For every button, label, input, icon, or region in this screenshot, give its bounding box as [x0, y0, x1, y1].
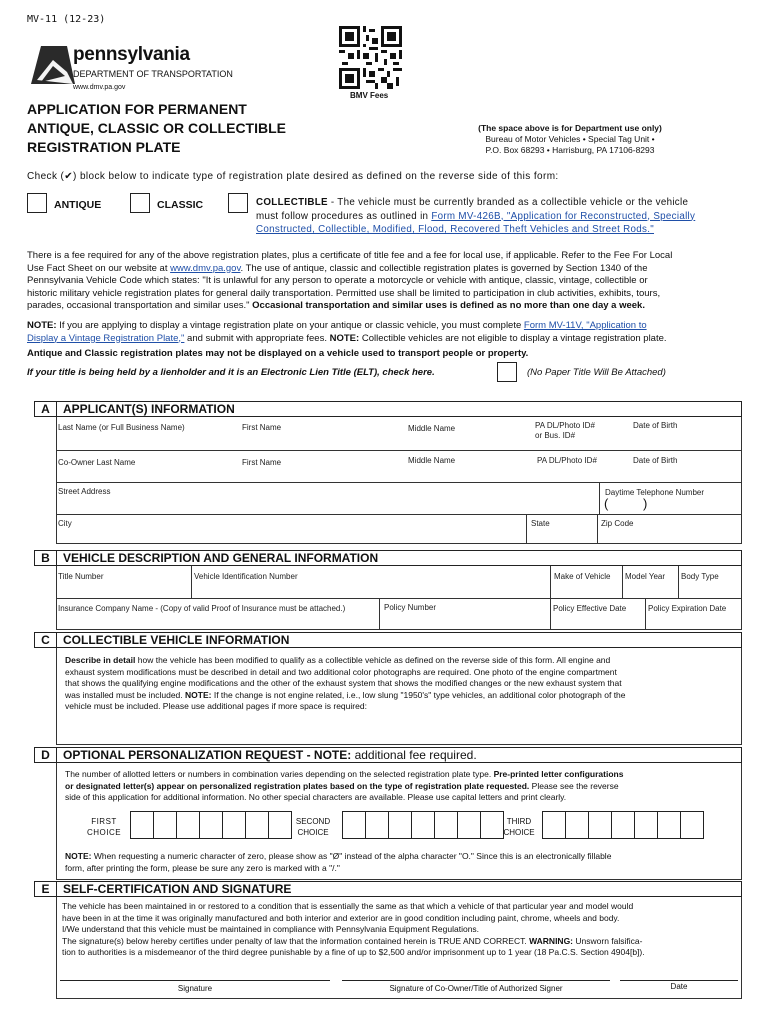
department-use-block: (The space above is for Department use only) Bureau of Motor Vehicles • Special Tag Unit • P.O. Box 68293 • Harrisburg, PA 17106-8293 — [478, 123, 662, 155]
vintage-note: NOTE: If you are applying to display a vintage registration plate on your antique or classic vehicle, you must complete Form MV-11V, "Application to Display a Vintage Registration Plate," and submit with appropriate fees. NOTE: Collectible vehicles are not eligible to display a vintage registration plate. — [27, 320, 667, 344]
phone-area-close: ) — [643, 496, 648, 511]
section-d-text: The number of allotted letters or numbers in combination varies depending on the selected registration plate type. Pre-printed letter configurations or designated letter(s) appear on personalized registration plates based on the type of registration plate requested. Please see the reverse side of this application for additional information. No other special characters are available. Please use capital letters and print clearly. — [65, 769, 624, 803]
form-mv-11v-link[interactable]: Form MV-11V, "Application to — [523, 320, 647, 331]
signature-line[interactable] — [60, 980, 330, 981]
section-e-title: SELF-CERTIFICATION AND SIGNATURE — [56, 881, 742, 897]
keystone-logo-icon — [27, 40, 77, 86]
title-number-label: Title Number — [58, 572, 104, 581]
state-label: State — [531, 519, 550, 528]
elt-checkbox[interactable] — [497, 362, 517, 382]
street-address-label: Street Address — [58, 487, 111, 496]
co-owner-last-label: Co-Owner Last Name — [58, 458, 136, 467]
antique-label: ANTIQUE — [54, 199, 102, 211]
classic-label: CLASSIC — [157, 199, 204, 211]
plate-character-box[interactable] — [268, 811, 291, 839]
section-c-title: COLLECTIBLE VEHICLE INFORMATION — [56, 632, 742, 648]
co-signature-line[interactable] — [342, 980, 610, 981]
check-instruction: Check (✔) block below to indicate type of registration plate desired as defined on the reverse side of this form: — [27, 171, 559, 182]
form-mv-426b-link-cont[interactable]: Constructed, Collectible, Modified, Flood, Recovered Theft Vehicles and Street Rods." — [256, 224, 655, 235]
plate-character-box[interactable] — [153, 811, 176, 839]
form-mv-426b-link[interactable]: Form MV-426B, "Application for Reconstructed, Specially — [431, 210, 696, 222]
section-c-letter: C — [34, 632, 56, 648]
co-owner-dl-label: PA DL/Photo ID# — [537, 456, 597, 465]
plate-character-box[interactable] — [565, 811, 588, 839]
plate-character-box[interactable] — [611, 811, 634, 839]
phone-area-open: ( — [604, 496, 609, 511]
section-b-letter: B — [34, 550, 56, 566]
fee-paragraph: There is a fee required for any of the above registration plates, plus a certificate of title fee and a fee for local use, if applicable. Refer to the Fee For Local Use Fact Sheet on our website at www.dmv.pa.gov. The use of antique, classic and collectible registration plates is governed by Section 1340 of the Pennsylvania Vehicle Code which states: "It is unlawful for any person to operate a motorcycle or vehicle with antique, classic, vintage, collectible or historic military vehicle registration plates for general daily transportation. Permitted use shall be limited to participation in club activities, exhibits, tours, parades, occasional transportation and similar uses." Occasional transportation and similar uses is defined as no more than one day a week. — [27, 250, 673, 311]
plate-character-box[interactable] — [634, 811, 657, 839]
plate-character-box[interactable] — [130, 811, 153, 839]
plate-character-box[interactable] — [342, 811, 365, 839]
date-line[interactable] — [620, 980, 738, 981]
plate-character-box[interactable] — [176, 811, 199, 839]
section-a-title: APPLICANT(S) INFORMATION — [56, 401, 742, 417]
co-signature-label: Signature of Co-Owner/Title of Authorized Signer — [389, 984, 563, 993]
co-owner-dob-label: Date of Birth — [633, 456, 678, 465]
plate-character-box[interactable] — [245, 811, 268, 839]
middle-name-label: Middle Name — [408, 424, 456, 433]
make-label: Make of Vehicle — [554, 572, 611, 581]
section-b-title: VEHICLE DESCRIPTION AND GENERAL INFORMATION — [56, 550, 742, 566]
first-name-label: First Name — [242, 423, 282, 432]
policy-number-label: Policy Number — [384, 603, 437, 612]
collectible-description: COLLECTIBLE - The vehicle must be currently branded as a collectible vehicle or the vehicle must follow procedures as outlined in Form MV-426B, "Application for Reconstructed, Specially Constructed, Collectible, Modified, Flood, Recovered Theft Vehicles and Street Rods." — [256, 196, 751, 237]
antique-checkbox[interactable] — [27, 193, 47, 213]
section-a-letter: A — [34, 401, 56, 417]
plate-character-box[interactable] — [542, 811, 565, 839]
policy-expiration-label: Policy Expiration Date — [648, 604, 727, 613]
dmv-website-link[interactable]: www.dmv.pa.gov — [170, 262, 241, 274]
first-choice-boxes[interactable] — [130, 811, 292, 839]
section-e-letter: E — [34, 881, 56, 897]
collectible-checkbox[interactable] — [228, 193, 248, 213]
plate-character-box[interactable] — [411, 811, 434, 839]
website-text: www.dmv.pa.gov — [73, 84, 126, 91]
section-e-text: The vehicle has been maintained in or restored to a condition that is essentially the same as that which a vehicle of that particular year and model would have been in at the time it was originally manufactured and both interior and exterior are in good condition including paint, chrome, wheels and body. I/We understand that this vehicle must be maintained in compliance with Pennsylvania Equipment Regulations. The signature(s) below hereby certifies under penalty of law that the information contained herein is TRUE AND CORRECT. WARNING: Unsworn falsifica- tion to authorities is a misdemeanor of the third degree punishable by a fine of up to $2,500 and/or imprisonment up to 1 year (18 Pa.C.S. Section 4904[b]). — [62, 901, 645, 958]
plate-character-box[interactable] — [388, 811, 411, 839]
form-number: MV-11 (12-23) — [27, 14, 106, 25]
form-mv-11v-link-cont[interactable]: Display a Vintage Registration Plate," — [27, 332, 185, 344]
plate-character-box[interactable] — [434, 811, 457, 839]
plate-character-box[interactable] — [657, 811, 680, 839]
policy-effective-label: Policy Effective Date — [553, 604, 627, 613]
second-choice-boxes[interactable] — [342, 811, 504, 839]
vin-label: Vehicle Identification Number — [194, 572, 298, 581]
plate-character-box[interactable] — [480, 811, 503, 839]
section-c-text: Describe in detail how the vehicle has been modified to qualify as a collectible vehicle as defined on the reverse side of this form. All engine and exhaust system modifications must be described in detail and two additional color photographs are required. One photo of the engine compartment that shows the qualifying engine modifications and the other of the exhaust system that shows the modified changes or the new exhaust system that was installed must be included. NOTE: If the change is not engine related, i.e., low slung "1950's" type vehicles, an additional color photograph of the vehicle must be included. Please use additional pages if more space is required: — [65, 655, 626, 712]
city-label: City — [58, 519, 72, 528]
elt-note: (No Paper Title Will Be Attached) — [527, 367, 666, 378]
classic-checkbox[interactable] — [130, 193, 150, 213]
signature-label: Signature — [177, 984, 213, 993]
plate-character-box[interactable] — [199, 811, 222, 839]
third-choice-label: THIRD CHOICE — [503, 817, 535, 837]
date-label: Date — [670, 982, 688, 991]
pa-dl-label: PA DL/Photo ID# or Bus. ID# — [535, 421, 595, 440]
elt-question: If your title is being held by a lienholder and it is an Electronic Lien Title (ELT), check here. — [27, 367, 435, 378]
last-name-label: Last Name (or Full Business Name) — [58, 423, 185, 432]
last-name-field[interactable] — [58, 433, 238, 448]
phone-label: Daytime Telephone Number — [605, 488, 705, 497]
dob-label: Date of Birth — [633, 421, 678, 430]
body-type-label: Body Type — [681, 572, 719, 581]
insurance-label: Insurance Company Name - (Copy of valid Proof of Insurance must be attached.) — [58, 604, 346, 613]
plate-character-box[interactable] — [680, 811, 703, 839]
co-owner-middle-label: Middle Name — [408, 456, 456, 465]
third-choice-boxes[interactable] — [542, 811, 704, 839]
section-d-title: OPTIONAL PERSONALIZATION REQUEST - NOTE: additional fee required. — [56, 747, 742, 763]
plate-character-box[interactable] — [365, 811, 388, 839]
plate-character-box[interactable] — [222, 811, 245, 839]
not-displayed-text: Antique and Classic registration plates may not be displayed on a vehicle used to transport people or property. — [27, 348, 529, 359]
form-title: APPLICATION FOR PERMANENT ANTIQUE, CLASSIC OR COLLECTIBLE REGISTRATION PLATE — [27, 101, 286, 155]
qr-caption: BMV Fees — [350, 91, 389, 100]
plate-character-box[interactable] — [588, 811, 611, 839]
zip-label: Zip Code — [601, 519, 634, 528]
department-name: DEPARTMENT OF TRANSPORTATION — [73, 69, 233, 79]
model-year-label: Model Year — [625, 572, 666, 581]
first-choice-label: FIRST CHOICE — [86, 817, 122, 837]
agency-name: pennsylvania — [73, 44, 190, 65]
section-d-letter: D — [34, 747, 56, 763]
plate-character-box[interactable] — [457, 811, 480, 839]
co-owner-first-label: First Name — [242, 458, 282, 467]
zero-note: NOTE: When requesting a numeric character of zero, please show as "Ø" instead of the alpha character "O." Since this is an electronically fillable form, after printing the form, please be sure any zero is marked with a "/." — [65, 851, 612, 873]
qr-code-icon — [339, 26, 402, 89]
second-choice-label: SECOND CHOICE — [295, 817, 331, 837]
